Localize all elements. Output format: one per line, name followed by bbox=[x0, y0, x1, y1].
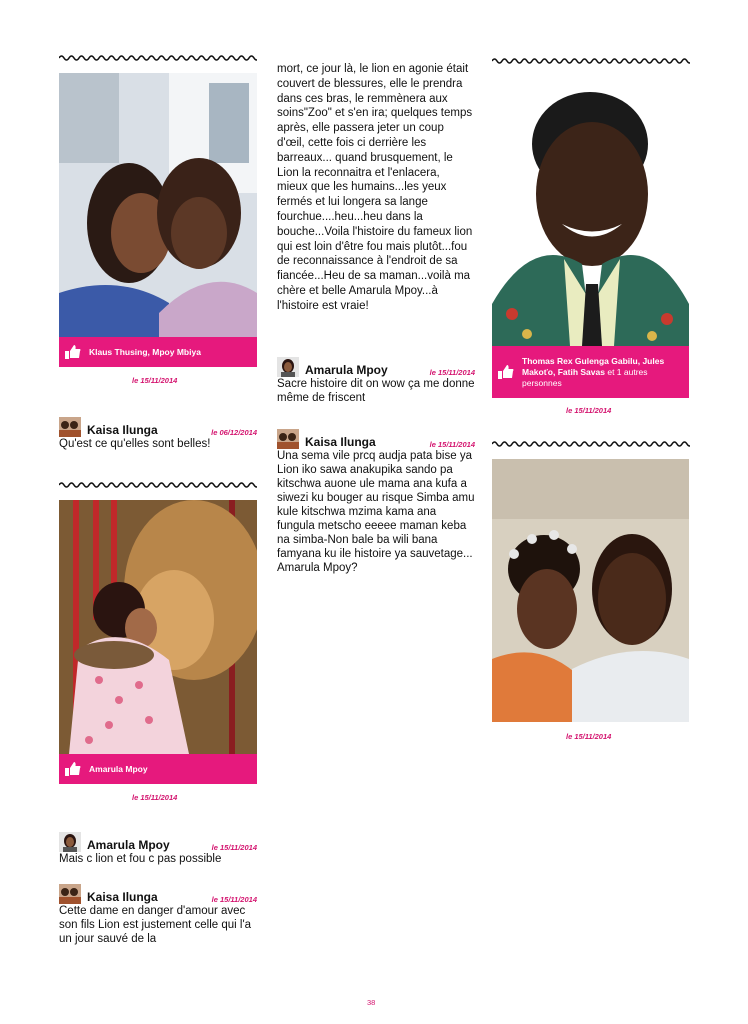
comment-date: le 15/11/2014 bbox=[429, 368, 475, 377]
comment-text: Sacre histoire dit on wow ça me donne même de friscent bbox=[277, 378, 475, 404]
comment-author[interactable]: Kaisa Ilunga bbox=[87, 890, 158, 904]
comment-date: le 15/11/2014 bbox=[429, 440, 475, 449]
wavy-divider bbox=[59, 481, 257, 489]
post-date: le 15/11/2014 bbox=[566, 732, 612, 741]
story-text: mort, ce jour là, le lion en agonie était couvert de blessures, elle le prendra dans ces bras, le remmènera aux soins"Zoo" et s'en ira; quelques temps après, elle passera jeter un coup d'œil, cette fois ci derrière les barreaux... quand brusquement, le Lion la reconnaitra et l'enlacera, mieux que les humains...les yeux fermés et lui longera sa lange fourchue....heu...heu dans la bouche...Voila l'histoire du fameux lion qui est loin d'être fou mais plutôt...fou de reconnaissance à l'endroit de sa fiancée...Heu de sa maman...voilà ma chère et belle Amarula Mpoy...à l'histoire est vraie! bbox=[277, 63, 473, 312]
likes-bar[interactable] bbox=[59, 337, 257, 367]
thumbs-up-icon bbox=[65, 345, 81, 359]
likes-names: Amarula Mpoy bbox=[89, 763, 148, 774]
thumbs-up-icon bbox=[65, 762, 81, 776]
post-date: le 15/11/2014 bbox=[132, 793, 178, 802]
comment-text: Una sema vile prcq audja pata bise ya Lion iko sawa anakupika sando pa kitschwa auone ule mama ana kufa a siwezi ku bouger au risque Simba amu kule kitschwa mzima kama ana fungula metscho eeeee maman keba na simba-Non bale ba wili bana famyana ku ile histoire ya sauvetage... Amarula Mpoy? bbox=[277, 450, 475, 574]
avatar bbox=[59, 832, 81, 852]
thumbs-up-icon bbox=[498, 365, 514, 379]
avatar bbox=[277, 357, 299, 377]
post-photo-lion-kiss[interactable] bbox=[59, 500, 257, 754]
comment-author[interactable]: Kaisa Ilunga bbox=[305, 435, 376, 449]
avatar bbox=[59, 884, 81, 904]
likes-bar[interactable] bbox=[492, 346, 689, 398]
wavy-divider bbox=[59, 54, 257, 62]
post-date: le 15/11/2014 bbox=[566, 406, 612, 415]
comment bbox=[59, 884, 257, 946]
comment bbox=[277, 357, 475, 405]
post-date: le 15/11/2014 bbox=[132, 376, 178, 385]
likes-names: Klaus Thusing, Mpoy Mbiya bbox=[89, 346, 201, 357]
likes-bar[interactable] bbox=[59, 754, 257, 784]
comment bbox=[59, 417, 257, 451]
comment-text: Mais c lion et fou c pas possible bbox=[59, 853, 222, 865]
comment-author[interactable]: Amarula Mpoy bbox=[87, 838, 170, 852]
comment-date: le 06/12/2014 bbox=[211, 428, 257, 437]
comment-author[interactable]: Amarula Mpoy bbox=[305, 363, 388, 377]
comment-text: Qu'est ce qu'elles sont belles! bbox=[59, 438, 211, 450]
wavy-divider bbox=[492, 57, 690, 65]
post-photo-father-daughter[interactable] bbox=[492, 459, 689, 722]
comment bbox=[59, 832, 257, 866]
comment-author[interactable]: Kaisa Ilunga bbox=[87, 423, 158, 437]
post-photo-portrait-man[interactable] bbox=[492, 74, 689, 346]
likes-names: Thomas Rex Gulenga Gabilu, Jules Makoťo, Fatih Savas et 1 autres personnes bbox=[522, 355, 665, 388]
comment bbox=[277, 429, 475, 575]
wavy-divider bbox=[492, 440, 690, 448]
comment-date: le 15/11/2014 bbox=[211, 895, 257, 904]
comment-date: le 15/11/2014 bbox=[211, 843, 257, 852]
avatar bbox=[277, 429, 299, 449]
page-number: 38 bbox=[367, 998, 376, 1007]
likes-more[interactable]: et 1 autres personnes bbox=[522, 366, 648, 388]
comment-text: Cette dame en danger d'amour avec son fils Lion est justement celle qui l'a un jour sauvé de la bbox=[59, 905, 252, 945]
post-photo-women-selfie[interactable] bbox=[59, 73, 257, 337]
avatar bbox=[59, 417, 81, 437]
